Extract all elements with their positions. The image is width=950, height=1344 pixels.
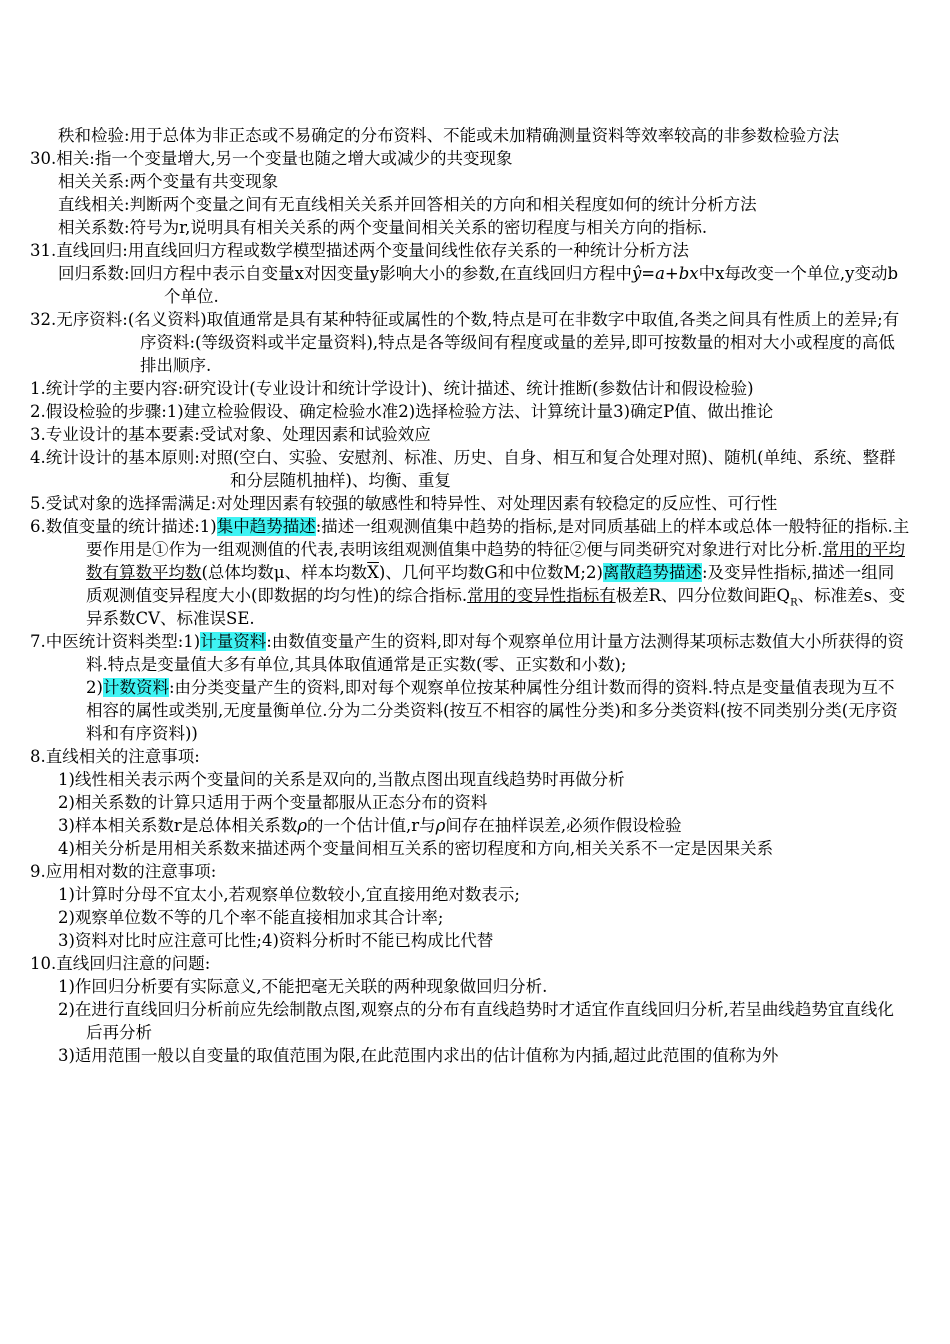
text-run: (总体均数μ、样本均数 xyxy=(201,563,368,582)
text-run: 6.数值变量的统计描述:1) xyxy=(30,517,217,536)
question-1: 1.统计学的主要内容:研究设计(专业设计和统计学设计)、统计描述、统计推断(参数估计和假设检验) xyxy=(30,379,754,398)
text-run: 的一个估计值,r与 xyxy=(307,816,436,835)
question-8-heading: 8.直线相关的注意事项: xyxy=(30,747,200,766)
rho-symbol: ρ xyxy=(435,816,446,835)
question-9-heading: 9.应用相对数的注意事项: xyxy=(30,862,217,881)
list-item: 2)观察单位数不等的几个率不能直接相加求其合计率; xyxy=(58,908,444,927)
text-run: :及变异性指标,描述一组同质观测值变异程度大小(即数据的均匀性)的综合指标. xyxy=(86,563,895,605)
question-4 xyxy=(30,446,910,492)
list-item: 4)相关分析是用相关系数来描述两个变量间相互关系的密切程度和方向,相关关系不一定是因果关系 xyxy=(58,839,774,858)
question-10-heading: 10.直线回归注意的问题: xyxy=(30,954,211,973)
question-2: 2.假设检验的步骤:1)建立检验假设、确定检验水准2)选择检验方法、计算统计量3)确定P值、做出推论 xyxy=(30,402,774,421)
rho-symbol: ρ xyxy=(297,816,308,835)
highlight-dispersion: 离散趋势描述 xyxy=(602,563,702,582)
text-run: :描述一组观测值集中趋势的指标,是对同质基础上的样本或总体一般特征的指标.主要作用是①作为一组观测值的代表,表明该组观测值集中趋势的特征②便与同类研究对象进行对比分析. xyxy=(86,517,910,559)
section-32-block xyxy=(30,308,910,377)
list-item xyxy=(30,814,910,837)
term-text: 回归方程中表示自变量x对因变量y影响大小的参数,在直线回归方程中 xyxy=(129,264,632,283)
section-31-heading xyxy=(30,239,910,262)
section-30-item xyxy=(30,216,910,239)
question-6 xyxy=(30,515,910,630)
question-5: 5.受试对象的选择需满足:对处理因素有较强的敏感性和特异性、对处理因素有较稳定的反应性、可行性 xyxy=(30,494,778,513)
section-30-heading xyxy=(30,147,910,170)
section-text: 用直线回归方程或数学模型描述两个变量间线性依存关系的一种统计分析方法 xyxy=(127,241,689,260)
underlined-text: 常用的变异性指标有 xyxy=(467,586,616,605)
term-text: 两个变量有共变现象 xyxy=(129,172,279,191)
document-body xyxy=(30,124,910,1067)
text-run: 极差R、四分位数间距Q xyxy=(615,586,791,605)
section-text: (名义资料)取值通常是具有某种特征或属性的个数,特点是可在非数字中取值,各类之间具有性质上的差异;有序资料:(等级资料或半定量资料),特点是各等级间有程度或量的差异,即可按数量的相对大小或程度的高低排出顺序. xyxy=(127,310,900,375)
question-7-cont xyxy=(30,676,910,745)
text-run: :由数值变量产生的资料,即对每个观察单位用计量方法测得某项标志数值大小所获得的资料.特点是变量值大多有单位,其具体取值通常是正实数(零、正实数和小数); xyxy=(86,632,905,674)
section-text: 指一个变量增大,另一个变量也随之增大或减少的共变现象 xyxy=(94,149,513,168)
list-item: 1)线性相关表示两个变量间的关系是双向的,当散点图出现直线趋势时再做分析 xyxy=(58,770,625,789)
term-text: 判断两个变量之间有无直线相关关系并回答相关的方向和相关程度如何的统计分析方法 xyxy=(129,195,757,214)
section-head: 31.直线回归: xyxy=(30,241,128,260)
sample-mean-symbol: $\overline{X}$ xyxy=(367,563,379,582)
regression-coefficient-block xyxy=(30,262,910,308)
text-run: 间存在抽样误差,必须作假设检验 xyxy=(445,816,682,835)
term-text: 用于总体为非正态或不易确定的分布资料、不能或未加精确测量资料等效率较高的非参数检验方法 xyxy=(129,126,840,145)
section-head: 32.无序资料: xyxy=(30,310,128,329)
highlight-central-tendency: 集中趋势描述 xyxy=(216,517,316,536)
text-run: )、几何平均数G和中位数M;2) xyxy=(378,563,603,582)
term-label: 相关关系: xyxy=(58,172,130,191)
term-text: 中x每改变一个单位,y变动b个单位. xyxy=(164,264,899,306)
question-7 xyxy=(30,630,910,676)
text-run: 、标准差s、变异系数CV、标准误SE. xyxy=(86,586,906,628)
term-label: 秩和检验: xyxy=(58,126,130,145)
rank-test-block xyxy=(30,124,910,147)
term-label: 直线相关: xyxy=(58,195,130,214)
text-run: 3)样本相关系数r是总体相关系数 xyxy=(58,816,298,835)
list-item: 3)资料对比时应注意可比性;4)资料分析时不能已构成比代替 xyxy=(58,931,494,950)
text-run: 2) xyxy=(86,678,103,697)
question-3: 3.专业设计的基本要素:受试对象、处理因素和试验效应 xyxy=(30,425,431,444)
question-label: 4.统计设计的基本原则: xyxy=(30,448,200,467)
underlined-text: 常用的平均数有算数平均数 xyxy=(86,540,905,582)
text-run: :由分类变量产生的资料,即对每个观察单位按某种属性分组计数而得的资料.特点是变量值表现为互不相容的属性或类别,无度量衡单位.分为二分类资料(按互不相容的属性分类)和多分类资料(按不同类别分类(无序资料和有序资料)) xyxy=(86,678,898,743)
highlight-count-data: 计数资料 xyxy=(102,678,169,697)
term-label: 相关系数: xyxy=(58,218,130,237)
list-item: 1)作回归分析要有实际意义,不能把毫无关联的两种现象做回归分析. xyxy=(58,977,548,996)
section-head: 30.相关: xyxy=(30,149,95,168)
term-text: 符号为r,说明具有相关关系的两个变量间相关关系的密切程度与相关方向的指标. xyxy=(129,218,708,237)
highlight-measurement-data: 计量资料 xyxy=(200,632,267,651)
term-label: 回归系数: xyxy=(58,264,130,283)
list-item: 2)在进行直线回归分析前应先绘制散点图,观察点的分布有直线趋势时才适宜作直线回归分析,若呈曲线趋势宜直线化后再分析 xyxy=(58,1000,894,1042)
subscript: R xyxy=(790,597,798,609)
question-text: 对照(空白、实验、安慰剂、标准、历史、自身、相互和复合处理对照)、随机(单纯、系统、整群和分层随机抽样)、均衡、重复 xyxy=(199,448,896,490)
section-30-item xyxy=(30,193,910,216)
list-item: 2)相关系数的计算只适用于两个变量都服从正态分布的资料 xyxy=(58,793,488,812)
regression-formula: ŷ=a+bx xyxy=(631,264,699,283)
list-item: 3)适用范围一般以自变量的取值范围为限,在此范围内求出的估计值称为内插,超过此范围的值称为外 xyxy=(58,1046,779,1065)
text-run: 7.中医统计资料类型:1) xyxy=(30,632,201,651)
section-30-item xyxy=(30,170,910,193)
list-item: 1)计算时分母不宜太小,若观察单位数较小,宜直接用绝对数表示; xyxy=(58,885,520,904)
